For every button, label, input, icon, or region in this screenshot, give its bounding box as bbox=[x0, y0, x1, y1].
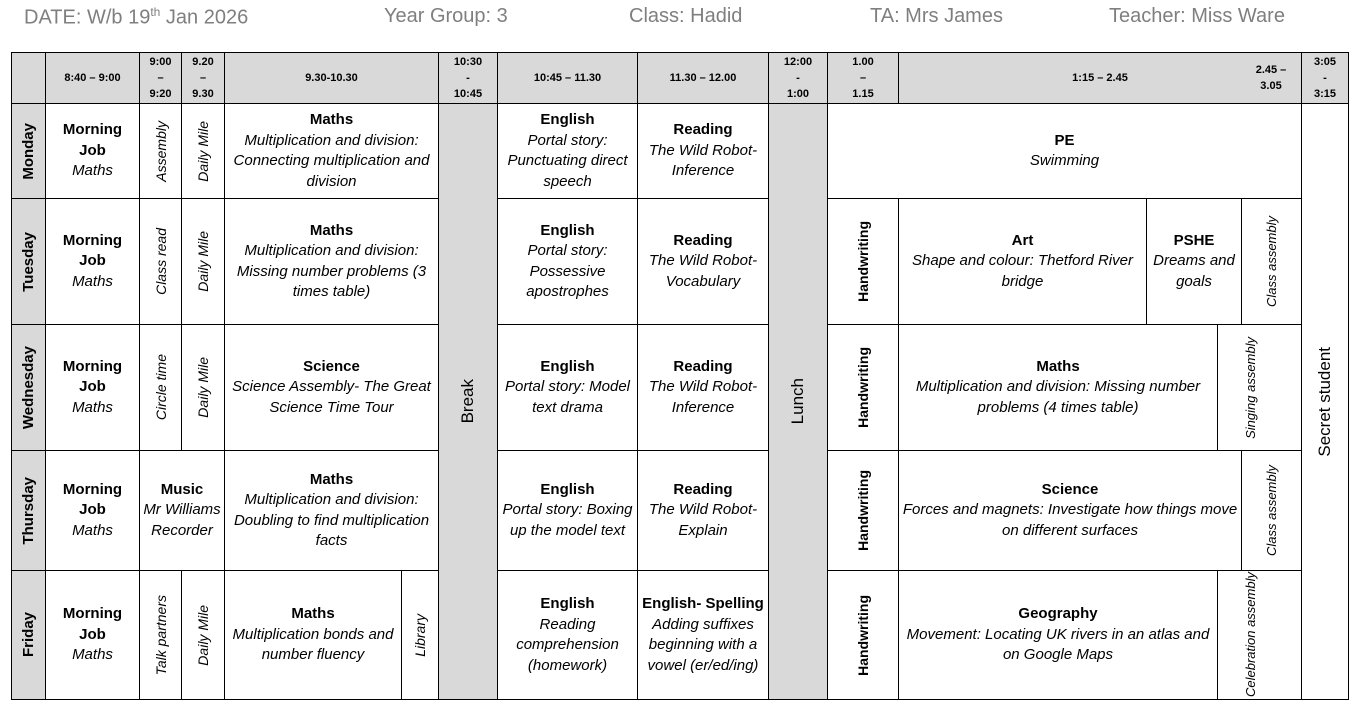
day-friday: Friday bbox=[12, 571, 46, 699]
timetable-grid bbox=[11, 52, 1349, 700]
handwriting-wednesday: Handwriting bbox=[828, 325, 899, 451]
time-slot-4: 9.30-10.30 bbox=[225, 53, 439, 104]
time-slot-7: 11.30 – 12.00 bbox=[638, 53, 769, 104]
class-read-tuesday: Class read bbox=[140, 199, 182, 325]
time-slot-10: 1:15 – 2.45 bbox=[899, 53, 1302, 104]
geography-friday: Geography Movement: Locating UK rivers in an atlas and on Google Maps bbox=[899, 571, 1218, 699]
morning-job-monday: Morning Job Maths bbox=[46, 104, 140, 199]
class-name: Class: Hadid bbox=[629, 5, 743, 27]
time-slot-1: 8:40 – 9:00 bbox=[46, 53, 140, 104]
english-friday: English Reading comprehension (homework) bbox=[498, 571, 638, 699]
time-slot-3: 9.20 – 9.30 bbox=[182, 53, 225, 104]
maths-tuesday: Maths Multiplication and division: Missing number problems (3 times table) bbox=[225, 199, 439, 325]
morning-job-friday: Morning Job Maths bbox=[46, 571, 140, 699]
maths-thursday: Maths Multiplication and division: Doubling to find multiplication facts bbox=[225, 451, 439, 571]
reading-monday: Reading The Wild Robot- Inference bbox=[638, 104, 769, 199]
morning-job-wednesday: Morning Job Maths bbox=[46, 325, 140, 451]
spelling-friday: English- Spelling Adding suffixes beginning with a vowel (er/ed/ing) bbox=[638, 571, 769, 699]
time-slot-6: 10:45 – 11.30 bbox=[498, 53, 638, 104]
corner-cell bbox=[12, 53, 46, 104]
time-slot-2: 9:00 – 9:20 bbox=[140, 53, 182, 104]
time-slot-5: 10:30 - 10:45 bbox=[439, 53, 498, 104]
teacher-name: Teacher: Miss Ware bbox=[1109, 5, 1285, 27]
daily-mile-wednesday: Daily Mile bbox=[182, 325, 225, 451]
library-friday: Library bbox=[402, 571, 439, 699]
time-slot-8: 12:00 - 1:00 bbox=[769, 53, 828, 104]
morning-job-tuesday: Morning Job Maths bbox=[46, 199, 140, 325]
handwriting-thursday: Handwriting bbox=[828, 451, 899, 571]
english-monday: English Portal story: Punctuating direct speech bbox=[498, 104, 638, 199]
english-wednesday: English Portal story: Model text drama bbox=[498, 325, 638, 451]
celebration-assembly-friday: Celebration assembly bbox=[1218, 571, 1302, 699]
time-slot-9: 1.00 – 1.15 bbox=[828, 53, 899, 104]
break-block: Break bbox=[439, 104, 498, 699]
teaching-assistant: TA: Mrs James bbox=[870, 5, 1003, 27]
circle-time-wednesday: Circle time bbox=[140, 325, 182, 451]
pe-monday: PE Swimming bbox=[828, 104, 1302, 199]
english-thursday: English Portal story: Boxing up the model text bbox=[498, 451, 638, 571]
music-thursday: Music Mr Williams Recorder bbox=[140, 451, 225, 571]
reading-wednesday: Reading The Wild Robot- Inference bbox=[638, 325, 769, 451]
class-assembly-tuesday: Class assembly bbox=[1242, 199, 1302, 325]
maths-wednesday: Maths Multiplication and division: Missing number problems (4 times table) bbox=[899, 325, 1218, 451]
year-group: Year Group: 3 bbox=[384, 5, 508, 27]
talk-partners-friday: Talk partners bbox=[140, 571, 182, 699]
daily-mile-monday: Daily Mile bbox=[182, 104, 225, 199]
lunch-block: Lunch bbox=[769, 104, 828, 699]
secret-student-block: Secret student bbox=[1315, 346, 1334, 457]
reading-thursday: Reading The Wild Robot- Explain bbox=[638, 451, 769, 571]
morning-job-thursday: Morning Job Maths bbox=[46, 451, 140, 571]
pshe-tuesday: PSHE Dreams and goals bbox=[1147, 199, 1242, 325]
time-slot-11: 2.45 – 3.05 bbox=[1241, 53, 1302, 104]
assembly-monday: Assembly bbox=[140, 104, 182, 199]
english-tuesday: English Portal story: Possessive apostrophes bbox=[498, 199, 638, 325]
maths-monday: Maths Multiplication and division: Connecting multiplication and division bbox=[225, 104, 439, 199]
science-thursday: Science Forces and magnets: Investigate how things move on different surfaces bbox=[899, 451, 1242, 571]
class-assembly-thursday: Class assembly bbox=[1242, 451, 1302, 571]
week-date: DATE: W/b 19th Jan 2026 bbox=[24, 5, 249, 29]
art-tuesday: Art Shape and colour: Thetford River bridge bbox=[899, 199, 1147, 325]
science-wednesday: Science Science Assembly- The Great Science Time Tour bbox=[225, 325, 439, 451]
daily-mile-tuesday: Daily Mile bbox=[182, 199, 225, 325]
day-tuesday: Tuesday bbox=[12, 199, 46, 325]
singing-assembly-wednesday: Singing assembly bbox=[1218, 325, 1302, 451]
time-slot-12: 3:05 - 3:15 bbox=[1302, 53, 1348, 104]
day-wednesday: Wednesday bbox=[12, 325, 46, 451]
reading-tuesday: Reading The Wild Robot- Vocabulary bbox=[638, 199, 769, 325]
day-thursday: Thursday bbox=[12, 451, 46, 571]
day-monday: Monday bbox=[12, 104, 46, 199]
handwriting-tuesday: Handwriting bbox=[828, 199, 899, 325]
timetable-header bbox=[0, 0, 1353, 40]
maths-friday: Maths Multiplication bonds and number fluency bbox=[225, 571, 402, 699]
handwriting-friday: Handwriting bbox=[828, 571, 899, 699]
daily-mile-friday: Daily Mile bbox=[182, 571, 225, 699]
